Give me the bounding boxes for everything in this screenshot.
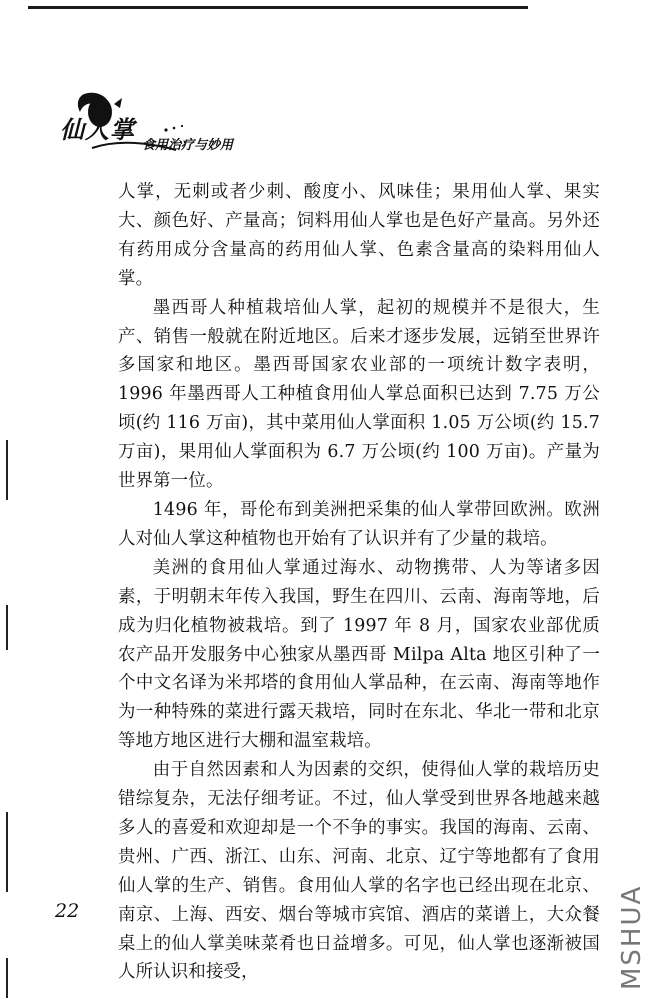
scan-edge-mark [6, 605, 8, 650]
paragraph: 1496 年，哥伦布到美洲把采集的仙人掌带回欧洲。欧洲人对仙人掌这种植物也开始有了认识并有了少量的栽培。 [118, 499, 600, 549]
paragraph: 美洲的食用仙人掌通过海水、动物携带、人为等诸多因素，于明朝末年传入我国，野生在四川、云南、海南等地，后成为归化植物被栽培。到了 1997 年 8 月，国家农业部优质农产品开发服务中心独家从墨西哥 Milpa Alta 地区引种了一个中文名译为米邦塔的食用仙人掌品种，在云南、海南等地作为一种特殊的菜进行露天栽培，同时在东北、华北一带和北京等地方地区进行大棚和温室栽培。 [118, 557, 600, 752]
watermark: MSHUA [617, 884, 647, 990]
scan-edge-mark [6, 958, 8, 998]
paragraph: 人掌，无刺或者少刺、酸度小、风味佳；果用仙人掌、果实大、颜色好、产量高；饲料用仙人掌也是色好产量高。另外还有药用成分含量高的药用仙人掌、色素含量高的染料用仙人掌。 [118, 182, 600, 289]
book-title: 仙人掌 [60, 115, 135, 144]
paragraph: 墨西哥人种植栽培仙人掌，起初的规模并不是很大，生产、销售一般就在附近地区。后来才逐步发展，远销至世界许多国家和地区。墨西哥国家农业部的一项统计数字表明，1996 年墨西哥人工种植食用仙人掌总面积已达到 7.75 万公顷(约 116 万亩)，其中菜用仙人掌面积 1.05 万公顷(约 15.7 万亩)，果用仙人掌面积为 6.7 万公顷(约 100 万亩)。产量为世界第一位。 [118, 297, 600, 492]
book-header-logo [56, 90, 256, 160]
page-number: 22 [55, 900, 80, 922]
top-rule [28, 6, 528, 9]
body-text [118, 178, 600, 987]
scan-edge-mark [6, 440, 8, 500]
paragraph: 由于自然因素和人为因素的交织，使得仙人掌的栽培历史错综复杂，无法仔细考证。不过，仙人掌受到世界各地越来越多人的喜爱和欢迎却是一个不争的事实。我国的海南、云南、贵州、广西、浙江、山东、河南、北京、辽宁等地都有了食用仙人掌的生产、销售。食用仙人掌的名字也已经出现在北京、南京、上海、西安、烟台等城市宾馆、酒店的菜谱上，大众餐桌上的仙人掌美味菜肴也日益增多。可见，仙人掌也逐渐被国人所认识和接受， [118, 760, 600, 983]
book-subtitle: 食用治疗与妙用 [142, 138, 234, 153]
scan-edge-mark [6, 812, 8, 892]
